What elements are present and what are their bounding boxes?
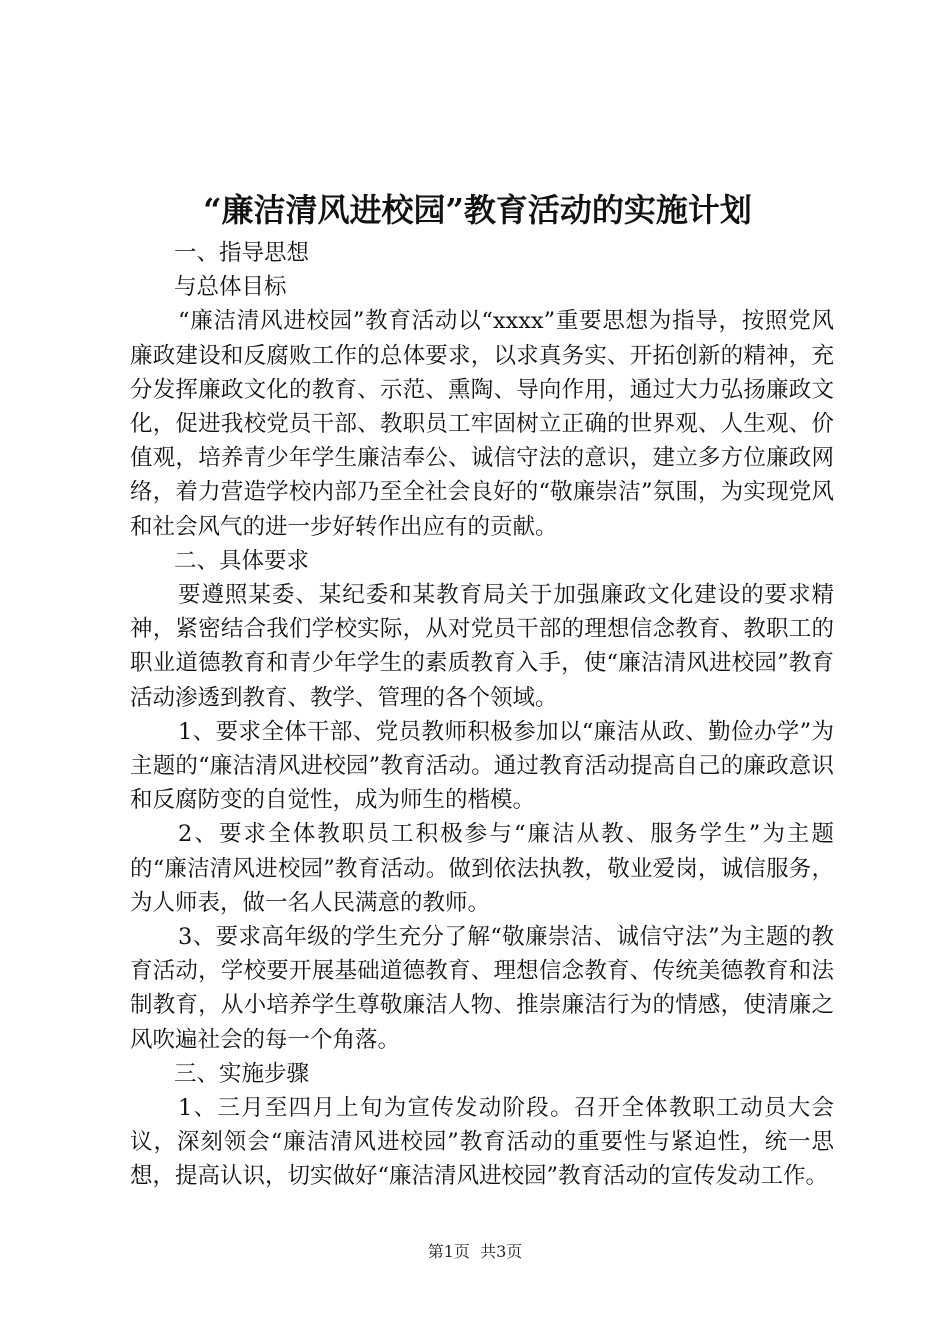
section-heading-overall-goal: 与总体目标 — [174, 274, 287, 301]
paragraph-step-1: 1、三月至四月上旬为宣传发动阶段。召开全体教职工动员大会议，深刻领会“廉洁清风进校园”教育活动的重要性与紧迫性，统一思想，提高认识，切实做好“廉洁清风进校园”教育活动的宣传发动工作。 — [130, 1095, 834, 1190]
paragraph-requirements-intro: 要遵照某委、某纪委和某教育局关于加强廉政文化建设的要求精神，紧密结合我们学校实际，从对党员干部的理想信念教育、教职工的职业道德教育和青少年学生的素质教育入手，使“廉洁清风进校园”教育活动渗透到教育、教学、管理的各个领域。 — [130, 582, 834, 711]
paragraph-requirement-1: 1、要求全体干部、党员教师积极参加以“廉洁从政、勤俭办学”为主题的“廉洁清风进校园”教育活动。通过教育活动提高自己的廉政意识和反腐防变的自觉性，成为师生的楷模。 — [130, 718, 834, 814]
paragraph-guiding-thought: “廉洁清风进校园”教育活动以“xxxx”重要思想为指导，按照党风廉政建设和反腐败工作的总体要求，以求真务实、开拓创新的精神，充分发挥廉政文化的教育、示范、熏陶、导向作用，通过大力弘扬廉政文化，促进我校党员干部、教职员工牢固树立正确的世界观、人生观、价值观，培养青少年学生廉洁奉公、诚信守法的意识，建立多方位廉政网络，着力营造学校内部乃至全社会良好的“敬廉崇洁”氛围，为实现党风和社会风气的进一步好转作出应有的贡献。 — [130, 308, 834, 540]
section-heading-requirements: 二、具体要求 — [174, 547, 310, 574]
section-heading-guiding-thought: 一、指导思想 — [174, 240, 310, 266]
section-heading-implementation-steps: 三、实施步骤 — [174, 1060, 310, 1087]
paragraph-requirement-3: 3、要求高年级的学生充分了解“敬廉崇洁、诚信守法”为主题的教育活动，学校要开展基础道德教育、理想信念教育、传统美德教育和法制教育，从小培养学生尊敬廉洁人物、推崇廉洁行为的情感，使清廉之风吹遍社会的每一个角落。 — [130, 924, 834, 1053]
document-body — [130, 236, 834, 1194]
document-title: “廉洁清风进校园”教育活动的实施计划 — [203, 191, 752, 229]
paragraph-requirement-2: 2、要求全体教职员工积极参与“廉洁从教、服务学生”为主题的“廉洁清风进校园”教育活动。做到依法执教，敬业爱岗，诚信服务，为人师表，做一名人民满意的教师。 — [130, 821, 834, 916]
page-footer — [0, 1240, 950, 1264]
page-number-label: 第1页 共3页 — [427, 1242, 523, 1261]
